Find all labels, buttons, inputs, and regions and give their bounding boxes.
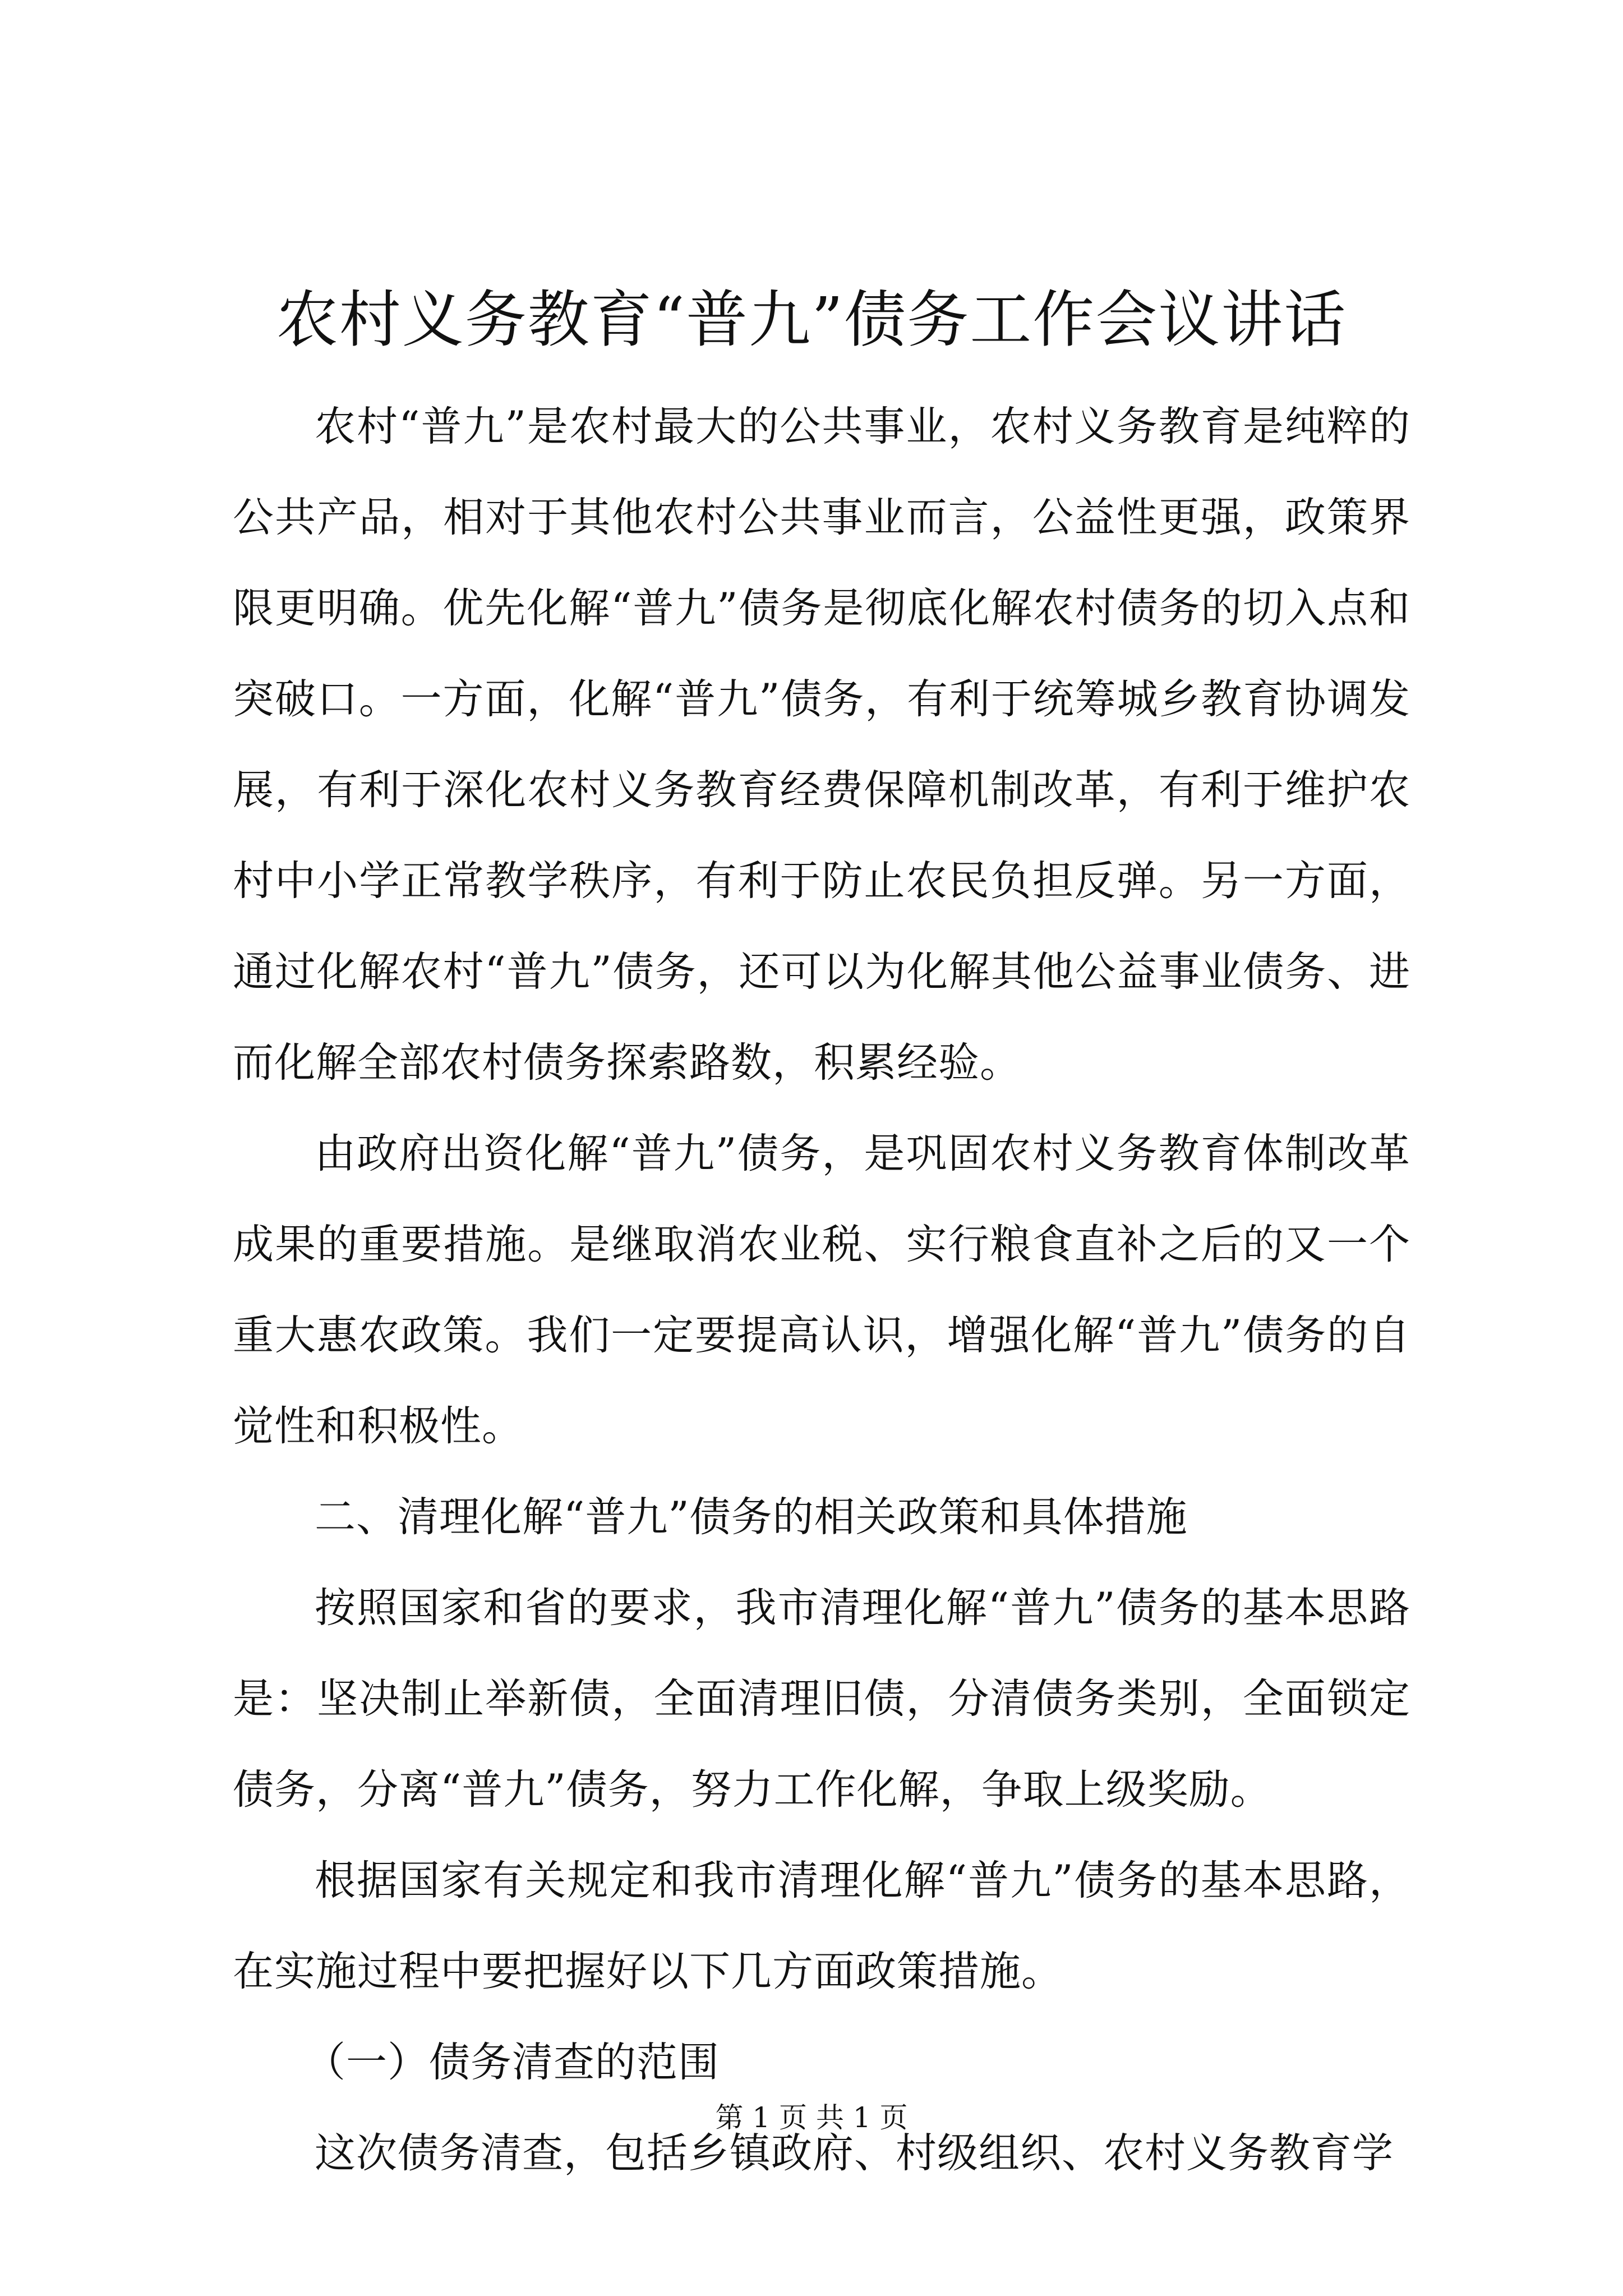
section-heading-2: 二、清理化解“普九”债务的相关政策和具体措施 [315,1493,1188,1541]
paragraph-2: 由政府出资化解“普九”债务，是巩固农村义务教育体制改革成果的重要措施。是继取消农业税、实行粮食直补之后的又一个重大惠农政策。我们一定要提高认识，增强化解“普九”债务的自觉性和积极性。 [233,1130,1410,1450]
document-title: 农村义务教育“普九”债务工作会议讲话 [276,284,1347,356]
paragraph-4: 根据国家有关规定和我市清理化解“普九”债务的基本思路，在实施过程中要把握好以下几方面政策措施。 [233,1857,1410,1995]
paragraph-1: 农村“普九”是农村最大的公共事业，农村义务教育是纯粹的公共产品，相对于其他农村公共事业而言，公益性更强，政策界限更明确。优先化解“普九”债务是彻底化解农村债务的切入点和突破口。一方面，化解“普九”债务，有利于统筹城乡教育协调发展，有利于深化农村义务教育经费保障机制改革，有利于维护农村中小学正常教学秩序，有利于防止农民负担反弹。另一方面，通过化解农村“普九”债务，还可以为化解其他公益事业债务、进而化解全部农村债务探索路数，积累经验。 [233,403,1410,1087]
subsection-heading-1: （一）债务清查的范围 [305,2039,720,2086]
page-footer: 第 1 页 共 1 页 [715,2101,908,2134]
document-body [233,381,1410,2199]
paragraph-5: 这次债务清查，包括乡镇政府、村级组织、农村义务教育学 [315,2129,1394,2177]
paragraph-3: 按照国家和省的要求，我市清理化解“普九”债务的基本思路是：坚决制止举新债，全面清理旧债，分清债务类别，全面锁定债务，分离“普九”债务，努力工作化解，争取上级奖励。 [233,1584,1410,1814]
